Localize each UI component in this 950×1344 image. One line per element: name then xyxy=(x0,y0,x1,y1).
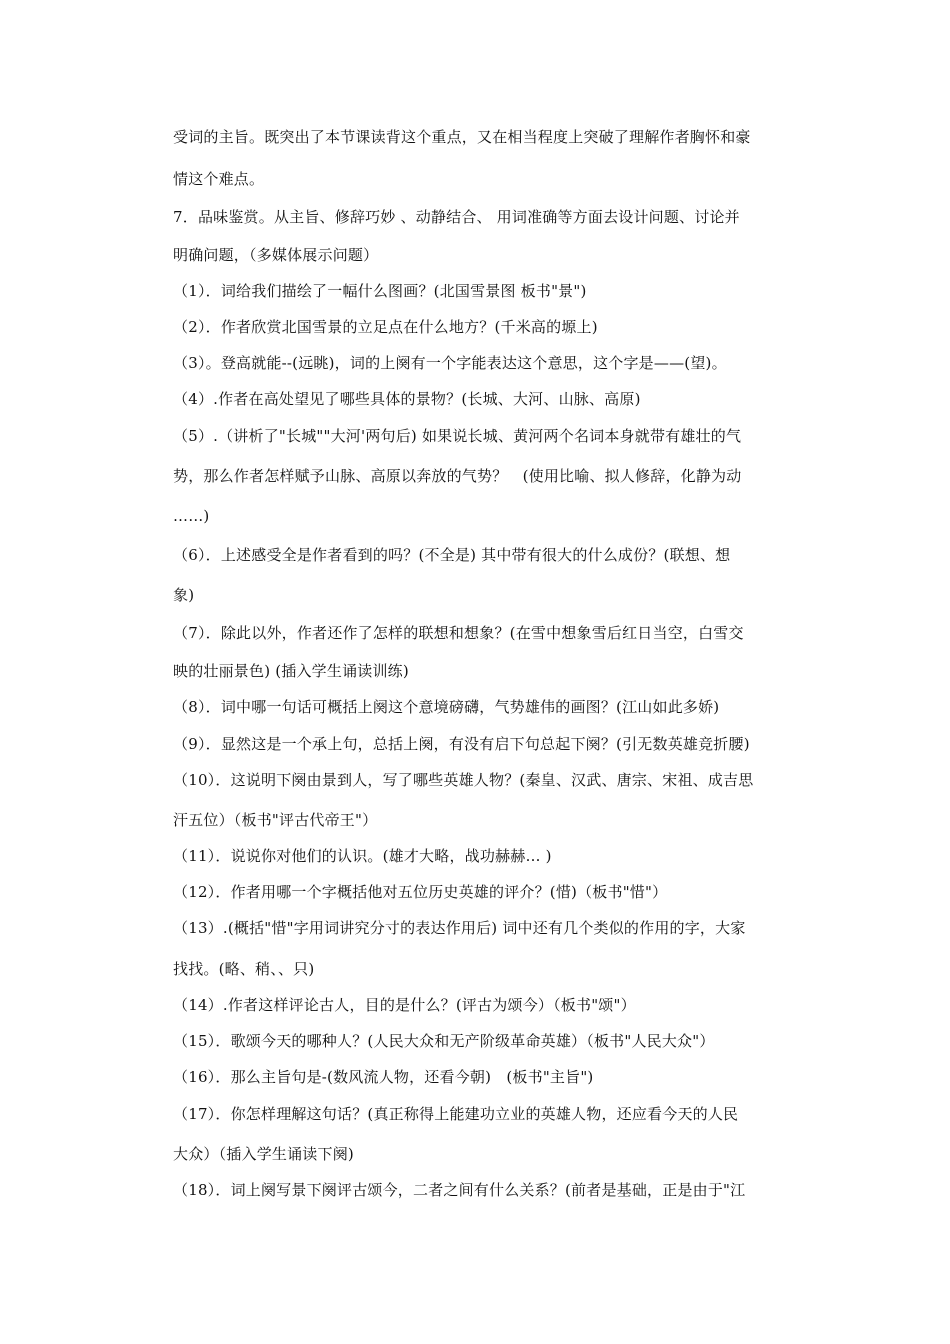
text-line: （5）.（讲析了"长城""大河'两句后) 如果说长城、黄河两个名词本身就带有雄壮的气 xyxy=(173,427,742,445)
text-line: 明确问题，（多媒体展示问题） xyxy=(173,246,379,264)
text-line: 势，那么作者怎样赋予山脉、高原以奔放的气势？ (使用比喻、拟人修辞，化静为动 xyxy=(173,467,742,485)
text-line: （3）。登高就能--(远眺)，词的上阕有一个字能表达这个意思，这个字是——(望)。 xyxy=(173,354,727,372)
text-line: 大众）（插入学生诵读下阕) xyxy=(173,1145,354,1163)
text-line: （8）．词中哪一句话可概括上阕这个意境磅礴，气势雄伟的画图？(江山如此多娇) xyxy=(173,698,720,716)
text-line: （1）．词给我们描绘了一幅什么图画？(北国雪景图 板书"景") xyxy=(173,282,587,300)
text-line: ……) xyxy=(173,507,210,525)
text-line: （4）.作者在高处望见了哪些具体的景物？(长城、大河、山脉、高原) xyxy=(173,390,641,408)
text-line: （2）．作者欣赏北国雪景的立足点在什么地方？(千米高的塬上) xyxy=(173,318,598,336)
text-line: 汗五位）（板书"评古代帝王"） xyxy=(173,811,378,829)
text-line: 情这个难点。 xyxy=(173,170,265,188)
text-line: （17）．你怎样理解这句话？(真正称得上能建功立业的英雄人物，还应看今天的人民 xyxy=(173,1105,739,1123)
text-line: （7）．除此以外，作者还作了怎样的联想和想象？(在雪中想象雪后红日当空，白雪交 xyxy=(173,624,744,642)
text-line: （15）．歌颂今天的哪种人？(人民大众和无产阶级革命英雄）（板书"人民大众"） xyxy=(173,1032,715,1050)
text-line: 象) xyxy=(173,586,195,604)
text-line: （14）.作者这样评论古人，目的是什么？(评古为颂今）（板书"颂"） xyxy=(173,996,636,1014)
text-line: 受词的主旨。既突出了本节课读背这个重点，又在相当程度上突破了理解作者胸怀和豪 xyxy=(173,128,751,146)
text-line: （12）．作者用哪一个字概括他对五位历史英雄的评介？(惜)（板书"惜"） xyxy=(173,883,668,901)
text-line: （16）．那么主旨句是-(数风流人物，还看今朝) (板书"主旨") xyxy=(173,1068,594,1086)
text-line: 找找。(略、稍、、只) xyxy=(173,960,315,978)
text-line: （18）．词上阕写景下阕评古颂今，二者之间有什么关系？(前者是基础，正是由于"江 xyxy=(173,1181,746,1199)
text-line: 7．品味鉴赏。从主旨、修辞巧妙 、动静结合、 用词准确等方面去设计问题、讨论并 xyxy=(173,208,740,226)
text-line: 映的壮丽景色) (插入学生诵读训练) xyxy=(173,662,409,680)
text-line: （13）.(概括"惜"字用词讲究分寸的表达作用后) 词中还有几个类似的作用的字，大家 xyxy=(173,919,746,937)
text-line: （6）．上述感受全是作者看到的吗？(不全是) 其中带有很大的什么成份？(联想、想 xyxy=(173,546,731,564)
text-line: （9）．显然这是一个承上句，总括上阕，有没有启下句总起下阕？(引无数英雄竞折腰) xyxy=(173,735,750,753)
text-line: （10）．这说明下阕由景到人，写了哪些英雄人物？(秦皇、汉武、唐宗、宋祖、成吉思 xyxy=(173,771,754,789)
text-line: （11）．说说你对他们的认识。(雄才大略，战功赫赫… ) xyxy=(173,847,552,865)
